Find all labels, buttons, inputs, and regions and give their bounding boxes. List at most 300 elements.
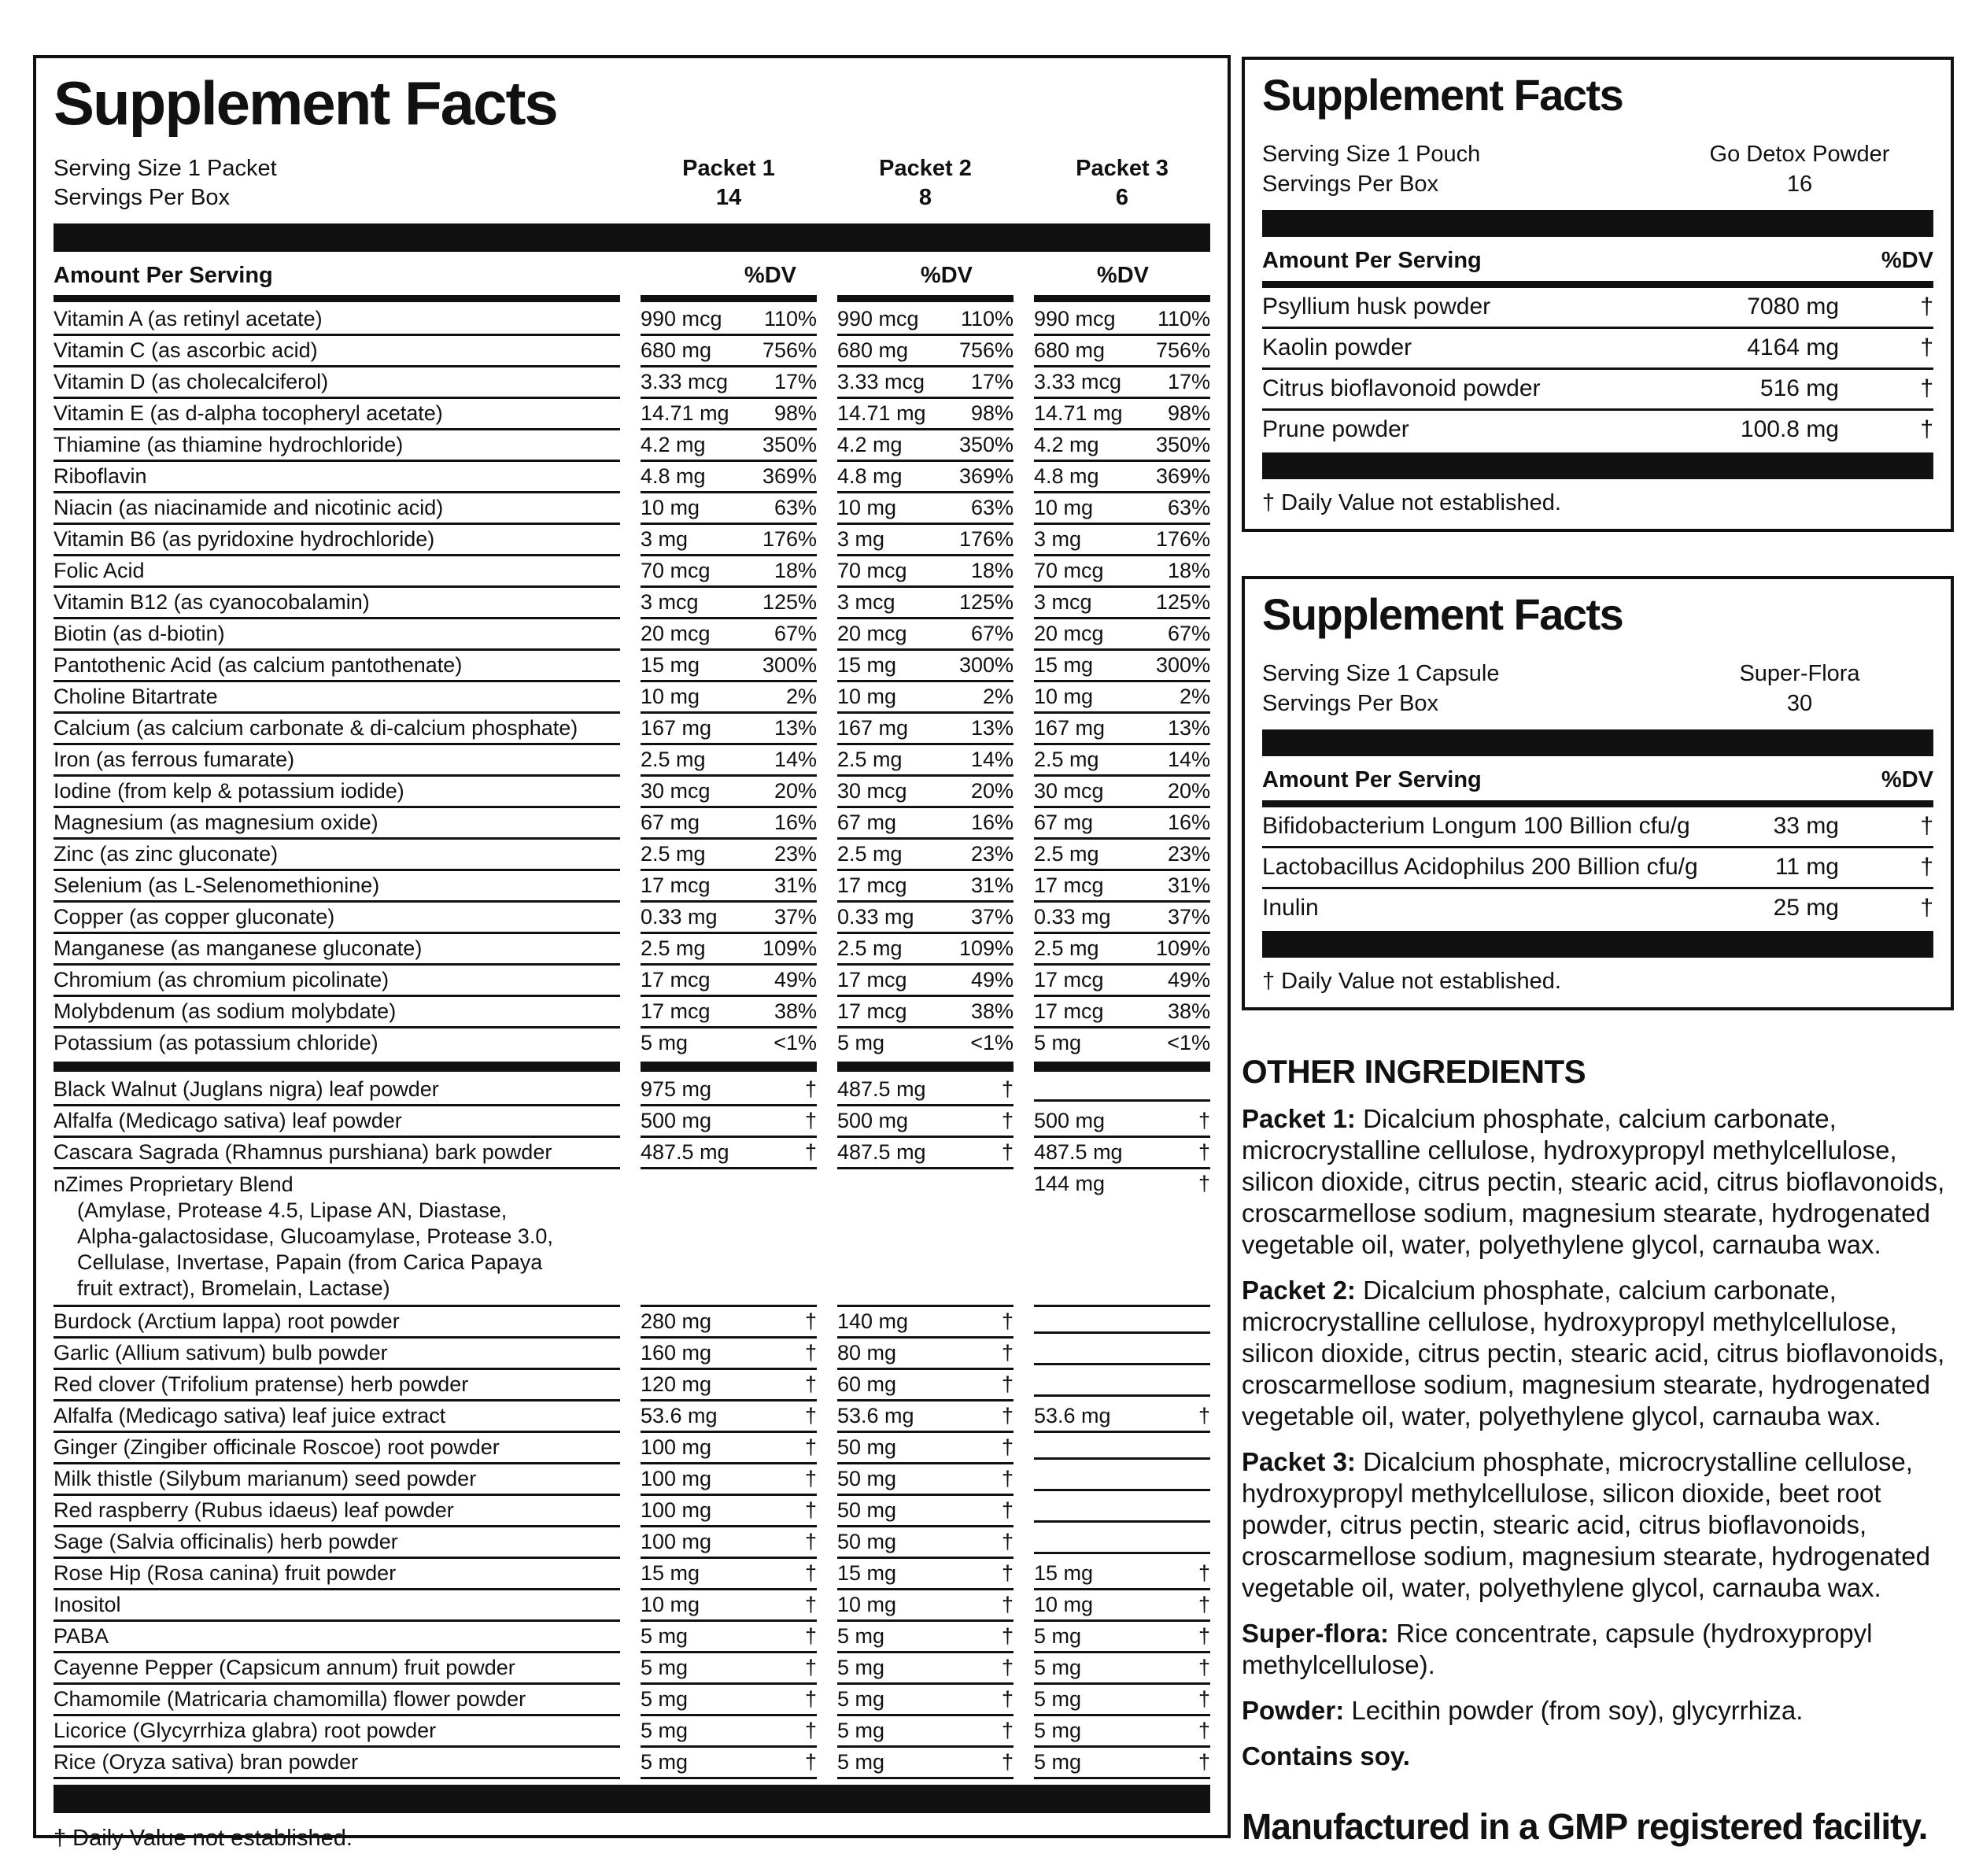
- paragraph-label: Super-flora:: [1242, 1618, 1397, 1648]
- product-name: Super-Flora: [1739, 660, 1860, 686]
- row-dv: †: [1001, 1076, 1014, 1101]
- row-dv: 756%: [958, 338, 1014, 362]
- row-dv: 176%: [1155, 526, 1210, 551]
- row-packet-cell: [641, 840, 817, 871]
- row-packet-cell: [641, 651, 817, 682]
- row-dv: 109%: [762, 936, 817, 960]
- row-dv: †: [1001, 1686, 1014, 1711]
- row-name: Iodine (from kelp & potassium iodide): [54, 777, 620, 808]
- row-packet-cell: [641, 1028, 817, 1058]
- row-packet-cell: [641, 462, 817, 493]
- table-row: [54, 1433, 1210, 1464]
- row-amount: 17 mcg: [1034, 967, 1104, 992]
- row-packet-cell: [1034, 1622, 1210, 1653]
- row-dv: †: [1198, 1560, 1210, 1585]
- row-amount: 50 mg: [837, 1529, 897, 1553]
- row-amount: 14.71 mg: [1034, 401, 1123, 425]
- row-amount: 4.8 mg: [1034, 463, 1099, 488]
- row-dv: 2%: [785, 684, 817, 708]
- row-amount: 5 mg: [1034, 1749, 1082, 1774]
- row-packet-cell: [837, 430, 1014, 462]
- row-dv: 16%: [1167, 810, 1210, 834]
- table-row: [54, 1370, 1210, 1401]
- row-name: Vitamin B6 (as pyridoxine hydrochloride): [54, 525, 620, 556]
- row-amount: 680 mg: [837, 338, 909, 362]
- table-row: [1262, 370, 1933, 411]
- paragraph-label: Packet 2:: [1242, 1275, 1364, 1305]
- row-packet-cell: [1034, 367, 1210, 399]
- dv-header: %DV: [1881, 766, 1933, 792]
- row-name: Vitamin B12 (as cyanocobalamin): [54, 588, 620, 619]
- row-packet-cell: [1034, 1653, 1210, 1685]
- row-dv: 23%: [774, 841, 817, 866]
- row-amount: 5 mg: [837, 1030, 885, 1054]
- row-dv: 37%: [774, 904, 817, 929]
- row-packet-cell: [1034, 1326, 1210, 1334]
- row-dv: 2%: [1179, 684, 1210, 708]
- row-amount: 10 mg: [641, 684, 700, 708]
- row-dv: 20%: [774, 778, 817, 803]
- row-amount: 5 mg: [1034, 1718, 1082, 1742]
- table-row: [54, 1748, 1210, 1779]
- dv-header: %DV: [1881, 247, 1933, 273]
- packet-servings: 8: [918, 184, 932, 210]
- divider-bar: [1262, 210, 1933, 237]
- row-name: Lactobacillus Acidophilus 200 Billion cfu/g: [1262, 853, 1698, 880]
- row-amount: 3 mcg: [641, 589, 699, 614]
- row-amount: 487.5 mg: [837, 1139, 926, 1164]
- row-packet-cell: [1034, 1028, 1210, 1058]
- row-dv: 49%: [1167, 967, 1210, 992]
- ingredient-paragraph: [1242, 1446, 1954, 1604]
- row-packet-cell: [641, 1307, 817, 1339]
- row-amount: 53.6 mg: [641, 1403, 718, 1427]
- row-packet-cell: [837, 1075, 1014, 1106]
- row-dv: †: [804, 1076, 817, 1101]
- row-amount: 160 mg: [641, 1340, 712, 1365]
- row-dv: 38%: [774, 999, 817, 1023]
- row-amount: 3.33 mcg: [1034, 369, 1122, 393]
- row-packet-cell: [837, 1622, 1014, 1653]
- row-name: Prune powder: [1262, 415, 1409, 442]
- row-name: Selenium (as L-Selenomethionine): [54, 871, 620, 903]
- other-ingredients-heading: OTHER INGREDIENTS: [1242, 1052, 1586, 1090]
- row-amount: 2.5 mg: [837, 841, 903, 866]
- column-header-row: [54, 263, 1210, 289]
- row-packet-cell: [1034, 966, 1210, 997]
- row-name: Black Walnut (Juglans nigra) leaf powder: [54, 1075, 620, 1106]
- row-dv: †: [1920, 334, 1933, 360]
- row-packet-cell: [1034, 682, 1210, 714]
- row-packet-cell: [1034, 1716, 1210, 1748]
- row-packet-cell: [1034, 840, 1210, 871]
- table-row: [54, 1622, 1210, 1653]
- row-name: Inulin: [1262, 894, 1319, 921]
- row-name: Folic Acid: [54, 556, 620, 588]
- row-amount: 5 mg: [837, 1655, 885, 1679]
- table-row: [54, 1169, 1210, 1307]
- row-dv: †: [1198, 1623, 1210, 1648]
- row-packet-cell: [837, 367, 1014, 399]
- row-dv: †: [1001, 1340, 1014, 1365]
- row-dv: 110%: [1157, 306, 1210, 331]
- header-rule: [1262, 800, 1933, 807]
- table-row: [54, 525, 1210, 556]
- row-packet-cell: [1034, 1546, 1210, 1554]
- row-name: Pantothenic Acid (as calcium pantothenate): [54, 651, 620, 682]
- amount-per-serving-header: Amount Per Serving: [1262, 766, 1482, 792]
- table-row: [1262, 848, 1933, 889]
- row-dv: †: [1198, 1718, 1210, 1742]
- row-amount: 0.33 mg: [641, 904, 718, 929]
- row-amount: 20 mcg: [1034, 621, 1104, 645]
- row-amount: 5 mg: [837, 1686, 885, 1711]
- row-dv: †: [1001, 1749, 1014, 1774]
- ingredient-paragraph: [1242, 1695, 1954, 1726]
- row-packet-cell: [1034, 745, 1210, 777]
- row-packet-cell: [837, 556, 1014, 588]
- row-packet-cell: [641, 1370, 817, 1401]
- row-dv: †: [804, 1623, 817, 1648]
- row-packet-cell: [1034, 1685, 1210, 1716]
- row-name: Cayenne Pepper (Capsicum annum) fruit powder: [54, 1653, 620, 1685]
- table-row: [54, 997, 1210, 1028]
- row-amount: 2.5 mg: [1034, 747, 1099, 771]
- row-dv: †: [1001, 1718, 1014, 1742]
- row-dv: †: [804, 1139, 817, 1164]
- table-row: [54, 840, 1210, 871]
- row-dv: 31%: [970, 873, 1014, 897]
- row-packet-cell: [837, 525, 1014, 556]
- table-row: [54, 1138, 1210, 1169]
- row-dv: †: [1920, 812, 1933, 839]
- row-dv: 176%: [958, 526, 1014, 551]
- row-name: Chromium (as chromium picolinate): [54, 966, 620, 997]
- row-amount: 487.5 mg: [641, 1139, 729, 1164]
- row-packet-cell: [1034, 1401, 1210, 1433]
- row-dv: 350%: [1155, 432, 1210, 456]
- table-row: [54, 1559, 1210, 1590]
- row-amount: 30 mcg: [837, 778, 907, 803]
- row-dv: 17%: [774, 369, 817, 393]
- row-packet-cell: [837, 1028, 1014, 1058]
- row-dv: †: [804, 1560, 817, 1585]
- row-packet-cell: [641, 777, 817, 808]
- row-amount: 53.6 mg: [1034, 1403, 1111, 1427]
- row-name: Sage (Salvia officinalis) herb powder: [54, 1527, 620, 1559]
- row-amount: 17 mcg: [1034, 873, 1104, 897]
- row-packet-cell: [1034, 588, 1210, 619]
- row-packet-cell: [1034, 305, 1210, 336]
- daily-value-footnote: † Daily Value not established.: [1262, 968, 1561, 994]
- row-packet-cell: [1034, 556, 1210, 588]
- row-name: Thiamine (as thiamine hydrochloride): [54, 430, 620, 462]
- row-packet-cell: [837, 1653, 1014, 1685]
- row-amount: 30 mcg: [641, 778, 711, 803]
- row-name: Niacin (as niacinamide and nicotinic acid): [54, 493, 620, 525]
- row-amount: 4.2 mg: [641, 432, 706, 456]
- table-row: [54, 493, 1210, 525]
- row-packet-cell: [641, 525, 817, 556]
- row-dv: 38%: [1167, 999, 1210, 1023]
- row-packet-cell: [837, 651, 1014, 682]
- paragraph-label: Powder:: [1242, 1695, 1352, 1725]
- row-dv: <1%: [774, 1030, 817, 1054]
- table-row: [54, 1653, 1210, 1685]
- row-amount: 100 mg: [641, 1497, 712, 1522]
- table-row: [1262, 288, 1933, 329]
- row-dv: 20%: [1167, 778, 1210, 803]
- row-packet-cell: [837, 682, 1014, 714]
- packet-header: Packet 3: [1076, 155, 1169, 181]
- row-dv: <1%: [970, 1030, 1014, 1054]
- row-packet-cell: [1034, 462, 1210, 493]
- row-amount: 70 mcg: [1034, 558, 1104, 582]
- panel-title: Supplement Facts: [1262, 70, 1623, 120]
- row-dv: 125%: [762, 589, 817, 614]
- row-amount: 67 mg: [641, 810, 700, 834]
- row-packet-cell: [837, 588, 1014, 619]
- row-packet-cell: [1034, 1389, 1210, 1397]
- divider-bar: [1262, 931, 1933, 958]
- row-packet-cell: [641, 1716, 817, 1748]
- row-dv: †: [1001, 1497, 1014, 1522]
- row-dv: 31%: [1167, 873, 1210, 897]
- row-amount: 4.8 mg: [837, 463, 903, 488]
- row-amount: 15 mg: [837, 652, 897, 677]
- amount-per-serving-header: Amount Per Serving: [54, 262, 273, 288]
- row-amount: 5 mg: [641, 1718, 689, 1742]
- row-packet-cell: [641, 619, 817, 651]
- row-packet-cell: [1034, 1483, 1210, 1491]
- table-row: [1262, 329, 1933, 370]
- row-amount: 17 mcg: [641, 873, 711, 897]
- row-amount: 487.5 mg: [837, 1076, 926, 1101]
- table-row: [54, 1307, 1210, 1339]
- row-dv: 63%: [970, 495, 1014, 519]
- daily-value-footnote: † Daily Value not established.: [1262, 489, 1561, 515]
- row-packet-cell: [1034, 651, 1210, 682]
- row-amount: 15 mg: [1034, 1560, 1094, 1585]
- row-packet-cell: [641, 1590, 817, 1622]
- row-dv: †: [804, 1529, 817, 1553]
- row-amount: 17 mcg: [837, 999, 907, 1023]
- row-packet-cell: [837, 714, 1014, 745]
- table-row: [54, 1106, 1210, 1138]
- table-row: [54, 934, 1210, 966]
- row-dv: 109%: [1155, 936, 1210, 960]
- row-packet-cell: [837, 493, 1014, 525]
- row-dv: †: [1920, 894, 1933, 921]
- row-packet-cell: [1034, 1515, 1210, 1523]
- dv-header: %DV: [744, 262, 796, 288]
- row-name: Zinc (as zinc gluconate): [54, 840, 620, 871]
- row-amount: 100 mg: [641, 1529, 712, 1553]
- row-dv: 13%: [774, 715, 817, 740]
- row-name: Licorice (Glycyrrhiza glabra) root powder: [54, 1716, 620, 1748]
- row-amount: 5 mg: [641, 1655, 689, 1679]
- row-amount: 3 mg: [837, 526, 885, 551]
- table-row: [54, 399, 1210, 430]
- row-amount: 167 mg: [1034, 715, 1106, 740]
- row-packet-cell: [837, 934, 1014, 966]
- section-divider-bar: [54, 1062, 1210, 1072]
- row-dv: †: [1001, 1560, 1014, 1585]
- row-packet-cell: [641, 1496, 817, 1527]
- row-amount: 50 mg: [837, 1435, 897, 1459]
- row-dv: 63%: [774, 495, 817, 519]
- row-name: Rice (Oryza sativa) bran powder: [54, 1748, 620, 1779]
- row-amount: 3.33 mcg: [837, 369, 925, 393]
- ingredient-paragraph: [1242, 1103, 1954, 1261]
- row-name: Choline Bitartrate: [54, 682, 620, 714]
- row-packet-cell: [837, 966, 1014, 997]
- row-dv: 37%: [1167, 904, 1210, 929]
- row-amount: 11 mg: [1774, 853, 1839, 880]
- row-packet-cell: [837, 399, 1014, 430]
- row-name: Vitamin A (as retinyl acetate): [54, 305, 620, 336]
- table-row: [54, 619, 1210, 651]
- row-dv: 756%: [1155, 338, 1210, 362]
- row-packet-cell: [1034, 714, 1210, 745]
- row-name: Citrus bioflavonoid powder: [1262, 375, 1541, 401]
- table-row: [54, 1401, 1210, 1433]
- row-packet-cell: [837, 1559, 1014, 1590]
- row-packet-cell: [1034, 997, 1210, 1028]
- row-dv: 14%: [774, 747, 817, 771]
- row-amount: 100 mg: [641, 1466, 712, 1490]
- row-packet-cell: [1034, 1138, 1210, 1169]
- row-dv: †: [1001, 1139, 1014, 1164]
- row-amount: 500 mg: [641, 1108, 712, 1132]
- row-packet-cell: [837, 1527, 1014, 1559]
- row-packet-cell: [1034, 1357, 1210, 1365]
- row-dv: 110%: [763, 306, 817, 331]
- row-name: Chamomile (Matricaria chamomilla) flower powder: [54, 1685, 620, 1716]
- row-amount: 3 mg: [1034, 526, 1082, 551]
- paragraph-label: Packet 3:: [1242, 1446, 1364, 1476]
- other-ingredients-paragraphs: [1242, 1103, 1954, 1772]
- row-dv: 110%: [960, 306, 1014, 331]
- row-packet-cell: [837, 1716, 1014, 1748]
- panel-title: Supplement Facts: [1262, 589, 1623, 639]
- row-amount: 5 mg: [641, 1623, 689, 1648]
- row-amount: 14.71 mg: [641, 401, 729, 425]
- serving-size-label: Serving Size 1 Pouch: [1262, 141, 1481, 167]
- serving-size-label: Serving Size 1 Capsule: [1262, 660, 1500, 686]
- row-amount: 15 mg: [837, 1560, 897, 1585]
- row-packet-cell: [1034, 399, 1210, 430]
- row-dv: 98%: [1167, 401, 1210, 425]
- row-packet-cell: [641, 1622, 817, 1653]
- row-amount: 487.5 mg: [1034, 1139, 1123, 1164]
- row-name: Iron (as ferrous fumarate): [54, 745, 620, 777]
- serving-size-row: [54, 154, 1210, 183]
- row-dv: 18%: [1167, 558, 1210, 582]
- row-amount: 100.8 mg: [1740, 415, 1839, 442]
- row-name: Alfalfa (Medicago sativa) leaf powder: [54, 1106, 620, 1138]
- row-dv: 125%: [1155, 589, 1210, 614]
- row-dv: 300%: [958, 652, 1014, 677]
- row-dv: †: [1001, 1529, 1014, 1553]
- row-dv: †: [804, 1497, 817, 1522]
- row-amount: 25 mg: [1773, 894, 1839, 921]
- row-packet-cell: [837, 619, 1014, 651]
- row-amount: 17 mcg: [641, 967, 711, 992]
- row-amount: 4.2 mg: [837, 432, 903, 456]
- row-dv: †: [1001, 1435, 1014, 1459]
- row-name: Vitamin D (as cholecalciferol): [54, 367, 620, 399]
- row-dv: †: [804, 1403, 817, 1427]
- servings-per-box-row: [54, 183, 1210, 212]
- paragraph-text: Lecithin powder (from soy), glycyrrhiza.: [1351, 1695, 1804, 1725]
- row-packet-cell: [641, 430, 817, 462]
- row-dv: 98%: [774, 401, 817, 425]
- row-dv: 176%: [762, 526, 817, 551]
- row-packet-cell: [837, 1106, 1014, 1138]
- row-dv: 49%: [774, 967, 817, 992]
- table-row: [54, 777, 1210, 808]
- paragraph-text: Dicalcium phosphate, calcium carbonate, microcrystalline cellulose, hydroxypropyl methylcellulose, silicon dioxide, citrus pectin, stearic acid, citrus bioflavonoids, croscarmellose sodium, magnesium stearate, hydrogenated vegetable oil, water, polyethylene glycol, carnauba wax.: [1242, 1275, 1945, 1431]
- table-row: [54, 305, 1210, 336]
- row-dv: 14%: [970, 747, 1014, 771]
- row-dv: 13%: [970, 715, 1014, 740]
- row-packet-cell: [837, 462, 1014, 493]
- servings-per-box-label: Servings Per Box: [54, 184, 231, 210]
- row-packet-cell: [641, 1169, 817, 1307]
- detox-supplement-facts-panel: [1242, 57, 1954, 532]
- row-name: Ginger (Zingiber officinale Roscoe) root powder: [54, 1433, 620, 1464]
- row-packet-cell: [837, 1748, 1014, 1779]
- table-row: [1262, 889, 1933, 928]
- column-header-row: [1262, 248, 1933, 274]
- row-packet-cell: [837, 1401, 1014, 1433]
- row-amount: 280 mg: [641, 1309, 712, 1333]
- row-dv: 49%: [970, 967, 1014, 992]
- table-row: [54, 682, 1210, 714]
- divider-bar: [54, 223, 1210, 252]
- row-packet-cell: [837, 1169, 1014, 1307]
- row-amount: 14.71 mg: [837, 401, 926, 425]
- row-amount: 2.5 mg: [837, 936, 903, 960]
- table-row: [54, 714, 1210, 745]
- row-amount: 990 mcg: [641, 306, 722, 331]
- row-amount: 10 mg: [837, 495, 897, 519]
- row-amount: 120 mg: [641, 1372, 712, 1396]
- row-dv: †: [804, 1435, 817, 1459]
- row-amount: 17 mcg: [837, 967, 907, 992]
- row-packet-cell: [1034, 430, 1210, 462]
- row-amount: 10 mg: [1034, 495, 1094, 519]
- table-row: [54, 1464, 1210, 1496]
- row-packet-cell: [837, 903, 1014, 934]
- table-row: [54, 871, 1210, 903]
- divider-bar: [1262, 452, 1933, 479]
- row-amount: 80 mg: [837, 1340, 897, 1365]
- row-amount: 990 mcg: [1034, 306, 1116, 331]
- row-amount: 5 mg: [1034, 1655, 1082, 1679]
- divider-bar: [1262, 729, 1933, 756]
- row-amount: 5 mg: [1034, 1030, 1082, 1054]
- row-amount: 17 mcg: [1034, 999, 1104, 1023]
- row-packet-cell: [1034, 777, 1210, 808]
- table-row: [54, 966, 1210, 997]
- row-amount: 15 mg: [641, 1560, 700, 1585]
- row-dv: †: [804, 1108, 817, 1132]
- row-dv: †: [1198, 1655, 1210, 1679]
- row-amount: 2.5 mg: [1034, 841, 1099, 866]
- gmp-statement: Manufactured in a GMP registered facility.: [1242, 1805, 1928, 1847]
